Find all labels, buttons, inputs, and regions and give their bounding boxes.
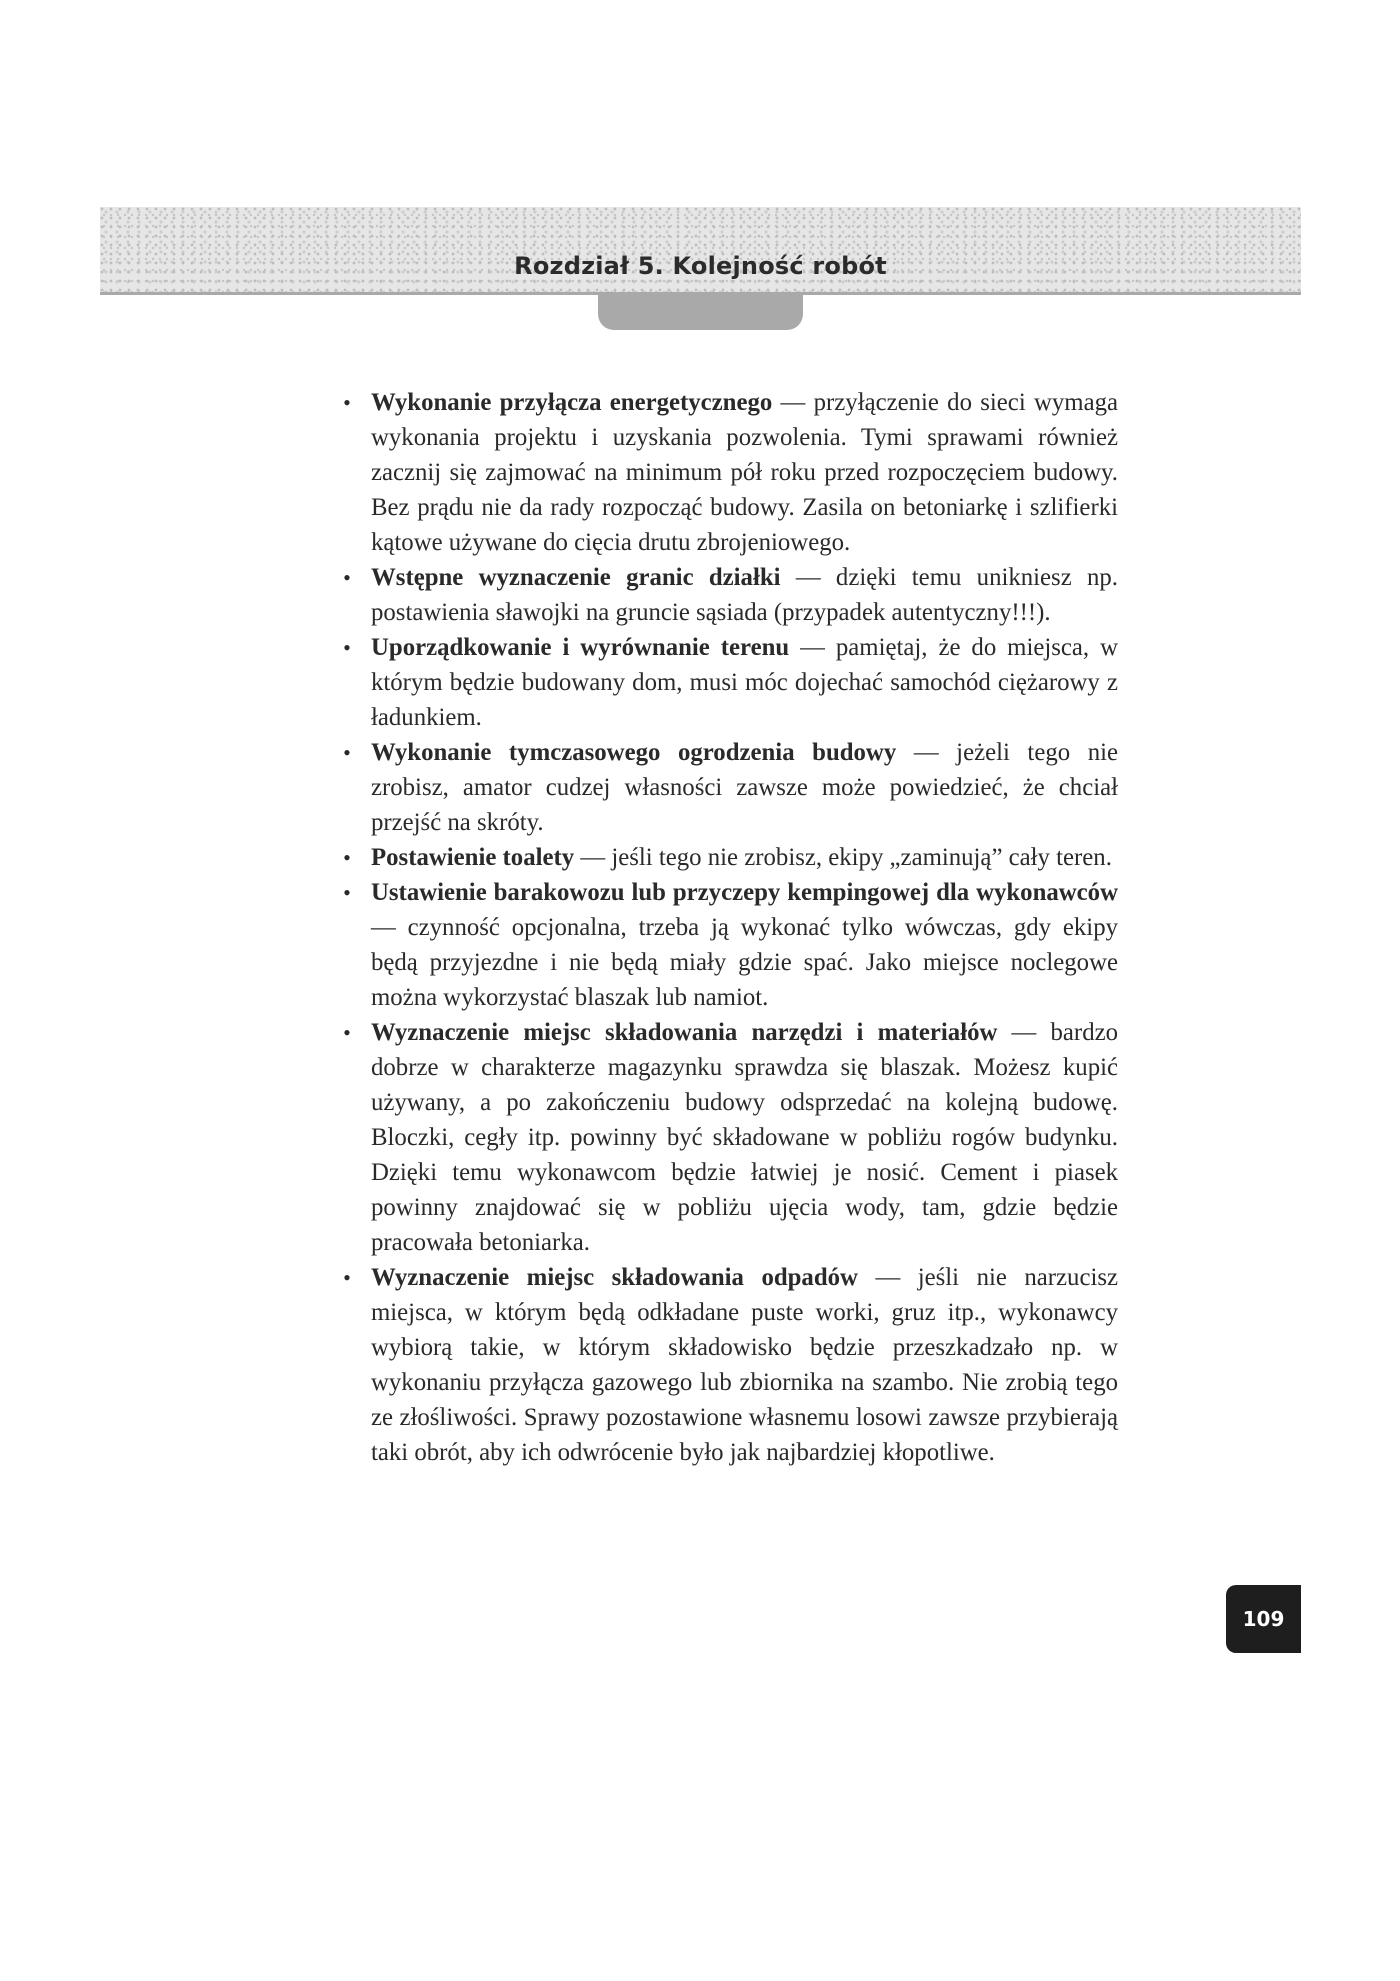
- bullet-icon: •: [343, 880, 351, 905]
- item-text: — jeśli tego nie zrobisz, ekipy „zaminują” cały teren.: [574, 844, 1112, 871]
- chapter-header-band: [100, 207, 1301, 295]
- list-item: [343, 1260, 1118, 1470]
- item-lead: Postawienie toalety: [371, 844, 575, 871]
- list-item: [343, 630, 1118, 735]
- bullet-icon: •: [343, 1265, 351, 1290]
- item-lead: Wyznaczenie miejsc składowania narzędzi i materiałów: [371, 1019, 998, 1046]
- item-text: — pamiętaj, że do miejsca, w którym będzie budowany dom, musi móc dojechać samochód ciężarowy z ładunkiem.: [371, 634, 1118, 731]
- page-number-badge: [1226, 1585, 1301, 1653]
- item-text: — bardzo dobrze w charakterze magazynku sprawdza się blaszak. Możesz kupić używany, a po zakończeniu budowy odsprzedać na kolejną budowę. Bloczki, cegły itp. powinny być składowane w pobliżu rogów budynku. Dzięki temu wykonawcom będzie łatwiej je nosić. Cement i piasek powinny znajdować się w pobliżu ujęcia wody, tam, gdzie będzie pracowała betoniarka.: [371, 1019, 1118, 1256]
- bullet-icon: •: [343, 740, 351, 765]
- item-text: — przyłączenie do sieci wymaga wykonania projektu i uzyskania pozwolenia. Tymi sprawami również zacznij się zajmować na minimum pół roku przed rozpoczęciem budowy. Bez prądu nie da rady rozpocząć budowy. Zasila on betoniarkę i szlifierki kątowe używane do cięcia drutu zbrojeniowego.: [371, 389, 1118, 556]
- bullet-list: [343, 385, 1118, 1470]
- item-lead: Ustawienie barakowozu lub przyczepy kempingowej dla wykonawców: [371, 879, 1118, 906]
- item-text: — jeśli nie narzucisz miejsca, w którym będą odkładane puste worki, gruz itp., wykonawcy wybiorą takie, w którym składowisko będzie przeszkadzało np. w wykonaniu przyłącza gazowego lub zbiornika na szambo. Nie zrobią tego ze złośliwości. Sprawy pozostawione własnemu losowi zawsze przybierają taki obrót, aby ich odwrócenie było jak najbardziej kłopotliwe.: [371, 1264, 1118, 1466]
- item-lead: Wstępne wyznaczenie granic działki: [371, 564, 781, 591]
- list-item: [343, 840, 1118, 875]
- item-lead: Wykonanie tymczasowego ogrodzenia budowy: [371, 739, 897, 766]
- bullet-icon: •: [343, 1020, 351, 1045]
- item-lead: Wykonanie przyłącza energetycznego: [371, 389, 773, 416]
- item-lead: Wyznaczenie miejsc składowania odpadów: [371, 1264, 858, 1291]
- item-text: — jeżeli tego nie zrobisz, amator cudzej własności zawsze może powiedzieć, że chciał przejść na skróty.: [371, 739, 1118, 836]
- chapter-header-tab: [598, 295, 803, 330]
- list-item: [343, 385, 1118, 560]
- item-text: — dzięki temu unikniesz np. postawienia sławojki na gruncie sąsiada (przypadek autentyczny!!!).: [371, 564, 1118, 626]
- list-item: [343, 735, 1118, 840]
- bullet-icon: •: [343, 845, 351, 870]
- list-item: [343, 875, 1118, 1015]
- bullet-icon: •: [343, 390, 351, 415]
- item-text: — czynność opcjonalna, trzeba ją wykonać tylko wówczas, gdy ekipy będą przyjezdne i nie będą miały gdzie spać. Jako miejsce noclegowe można wykorzystać blaszak lub namiot.: [371, 914, 1118, 1011]
- bullet-icon: •: [343, 635, 351, 660]
- page-number: 109: [1242, 1607, 1285, 1631]
- list-item: [343, 1015, 1118, 1260]
- item-lead: Uporządkowanie i wyrównanie terenu: [371, 634, 790, 661]
- chapter-title: Rozdział 5. Kolejność robót: [514, 252, 887, 280]
- bullet-icon: •: [343, 565, 351, 590]
- list-item: [343, 560, 1118, 630]
